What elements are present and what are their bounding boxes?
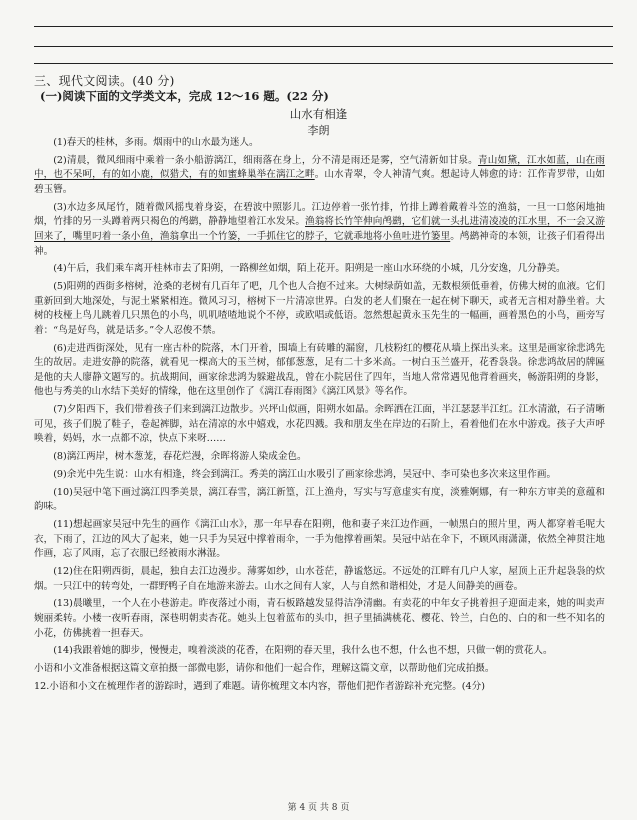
article-body	[34, 136, 605, 698]
underlined-sentence: 渔翁将长竹竿伸向鸬鹚，它们就一头扎进清凌凌的江水里，不一会又游回来了，嘴里叼着一条小鱼，渔翁拿出一个竹篓，一手抓住它的脖子，它就乖地将小鱼吐进竹篓里	[34, 216, 606, 242]
paragraph-9: (9)余光中先生说：山水有相逢，终会到漓江。秀美的漓江山水吸引了画家徐悲鸿，吴冠中、李可染也多次来这里作画。	[53, 468, 557, 480]
question-12: 12.小语和小文在梳理作者的游踪时，遇到了难题。请你梳理文本内容，帮他们把作者游踪补充完整。(4分)	[34, 681, 485, 692]
paragraph-14: (14)我跟着她的脚步，慢慢走，嗅着淡淡的花香，在阳朔的春天里，我什么也不想，什么也不想，只做一朝的赏花人。	[53, 645, 553, 657]
paragraph-6: (6)走进西街深处，见有一座古朴的院落，木门开着，围墙上有砖雕的漏窗，几枝粉红的樱花从墙上探出头来。这里是画家徐悲鸿先生的故居。走进安静的院落，就看见一棵高大的玉兰树，郁郁葱葱，足有二十多米高。一树白玉兰盛开，花香袅袅。徐悲鸿故居的牌匾是他的夫人廖静文题写的。抗战期间，画家徐悲鸿为躲避战乱，曾在小院居住了四年，当地人常常遇见他背着画夹，畅游阳朔的身影，他也与秀美的山水结下美好的情缘，他在这里创作了《漓江春雨图》《漓江风景》等名作。	[34, 342, 605, 398]
article-title: 山水有相逢	[289, 107, 348, 121]
question-intro: 小语和小文准备根据这篇文章拍摄一部微电影，请你和他们一起合作，理解这篇文章，以帮助他们完成拍摄。	[34, 663, 495, 675]
answer-line-1	[34, 26, 613, 27]
sub-title: (一)阅读下面的文学类文本，完成 12～16 题。(22 分)	[40, 89, 329, 103]
underlined-sentence: 青山如黛，江水如蓝，山在雨中，也不呆呵，有的如小鹿，似猎犬，有的如蜜蜂巢举在漓江之畔	[34, 154, 606, 181]
answer-line-2	[34, 46, 613, 47]
section-title: 三、现代文阅读。(40 分)	[34, 74, 175, 88]
paragraph-8: (8)漓江两岸，树木葱茏，春花烂漫，余晖将游人染成金色。	[53, 451, 307, 463]
paragraph-1: (1)春天的桂林，多雨。烟雨中的山水最为迷人。	[53, 137, 259, 148]
paragraph-2: (2)清晨，微风细雨中乘着一条小船游漓江，细雨落在身上，分不清是雨还是雾，空气清新如甘泉。青山如黛，江水如蓝，山在雨中，也不呆呵，有的如小鹿，似猎犬，有的如蜜蜂巢举在漓江之畔。山水青翠，令人神清气爽。想起诗人韩愈的诗：江作青罗带，山如碧玉簪。	[34, 154, 606, 195]
paragraph-4: (4)午后，我们乘车离开桂林市去了阳朔，一路柳丝如烟，陌上花开。阳朔是一座山水环绕的小城，几分安逸，几分静美。	[53, 263, 566, 275]
paragraph-5: (5)阳朔的西街多榕树，沧桑的老树有几百年了吧，几个也人合抱不过来。大树绿荫如盖，无数根须低垂着，仿佛大树的血液。它们重新回到大地深处，与泥土紧紧相连。微风习习，榕树下一片清凉世界。白发的老人们聚在一起在树下聊天，或者无言相对静坐着。大树的枝桠上鸟儿跳着几只黑色的小鸟，叽叽喳喳地说个不停，或欧唱或低语。忽然想起黄永玉先生的一幅画，画着黑色的小鸟，画旁写着：“鸟是好鸟，就是话多。”令人忍俊不禁。	[34, 281, 605, 336]
paragraph-10: (10)吴冠中笔下画过漓江四季美景，漓江春雪，漓江新篁，江上渔舟，写实与写意虚实有度，淡雅婀娜，有一种东方审美的意蕴和韵味。	[34, 486, 605, 513]
page-footer: 第 4 页 共 8 页	[287, 803, 350, 813]
paragraph-7: (7)夕阳西下，我们带着孩子们来到漓江边散步。兴坪山似画，阳朔水如晶。余晖洒在江面，半江瑟瑟半江红。江水清澈，石子清晰可见，孩子们脱了鞋子，卷起裤脚，站在清凉的水中嬉戏，水花四溅。我和朋友坐在岸边的石阶上，看着他们在水中游戏。孩子大声呼唤着，妈妈，水一点都不凉，快点下来呀……	[34, 404, 605, 445]
paragraph-3: (3)水边多凤尾竹，随着微风摇曳着身姿，在碧波中照影儿。江边停着一张竹排，竹排上蹲着戴着斗笠的渔翁，一旦一口悠闲地抽烟，竹排的另一头蹲着两只褐色的鸬鹚，静静地望着江水发呆。渔翁将长竹竿伸向鸬鹚，它们就一头扎进清凌凌的江水里，不一会又游回来了，嘴里叼着一条小鱼，渔翁拿出一个竹篓，一手抓住它的脖子，它就乖地将小鱼吐进竹篓里。鸬鹚神奇的本领，让孩子们看得出神。	[34, 201, 606, 257]
paragraph-11: (11)想起画家吴冠中先生的画作《漓江山水》，那一年早春在阳朔，他和妻子来江边作画，一帧黑白的照片里，两人都穿着毛呢大衣，下雨了，江边的风大了起来，她一只手为吴冠中撑着雨伞，一手为他撑着画架。吴冠中站在伞下，不顾风雨潇潇，依然全神贯注地作画，忘了风雨，忘了衣服已经被雨水淋湿。	[34, 519, 605, 560]
paragraph-13: (13)晨曦里，一个人在小巷游走。昨夜落过小雨，青石板路越发显得洁净清幽。有卖花的中年女子挑着担子迎面走来，她的叫卖声婉丽柔转。小楼一夜听春雨，深巷明朝卖杏花。她头上包着蓝布的头巾，担子里插满桃花、樱花、铃兰，白色的、白的和一些不知名的小花，仿佛挑着一担春天。	[34, 598, 605, 639]
article-author: 李朗	[307, 124, 330, 137]
answer-line-3	[34, 63, 613, 64]
paragraph-12: (12)住在阳朔西街，晨起，独自去江边漫步。薄雾如纱，山水苍茫，静谧悠远。不远处的江畔有几户人家，屋顶上正升起袅袅的炊烟。一只江中的转弯处，一群野鸭子自在地游来游去。山水之间有人家，人与自然和谐相处，才是人间静美的画卷。	[34, 566, 605, 592]
